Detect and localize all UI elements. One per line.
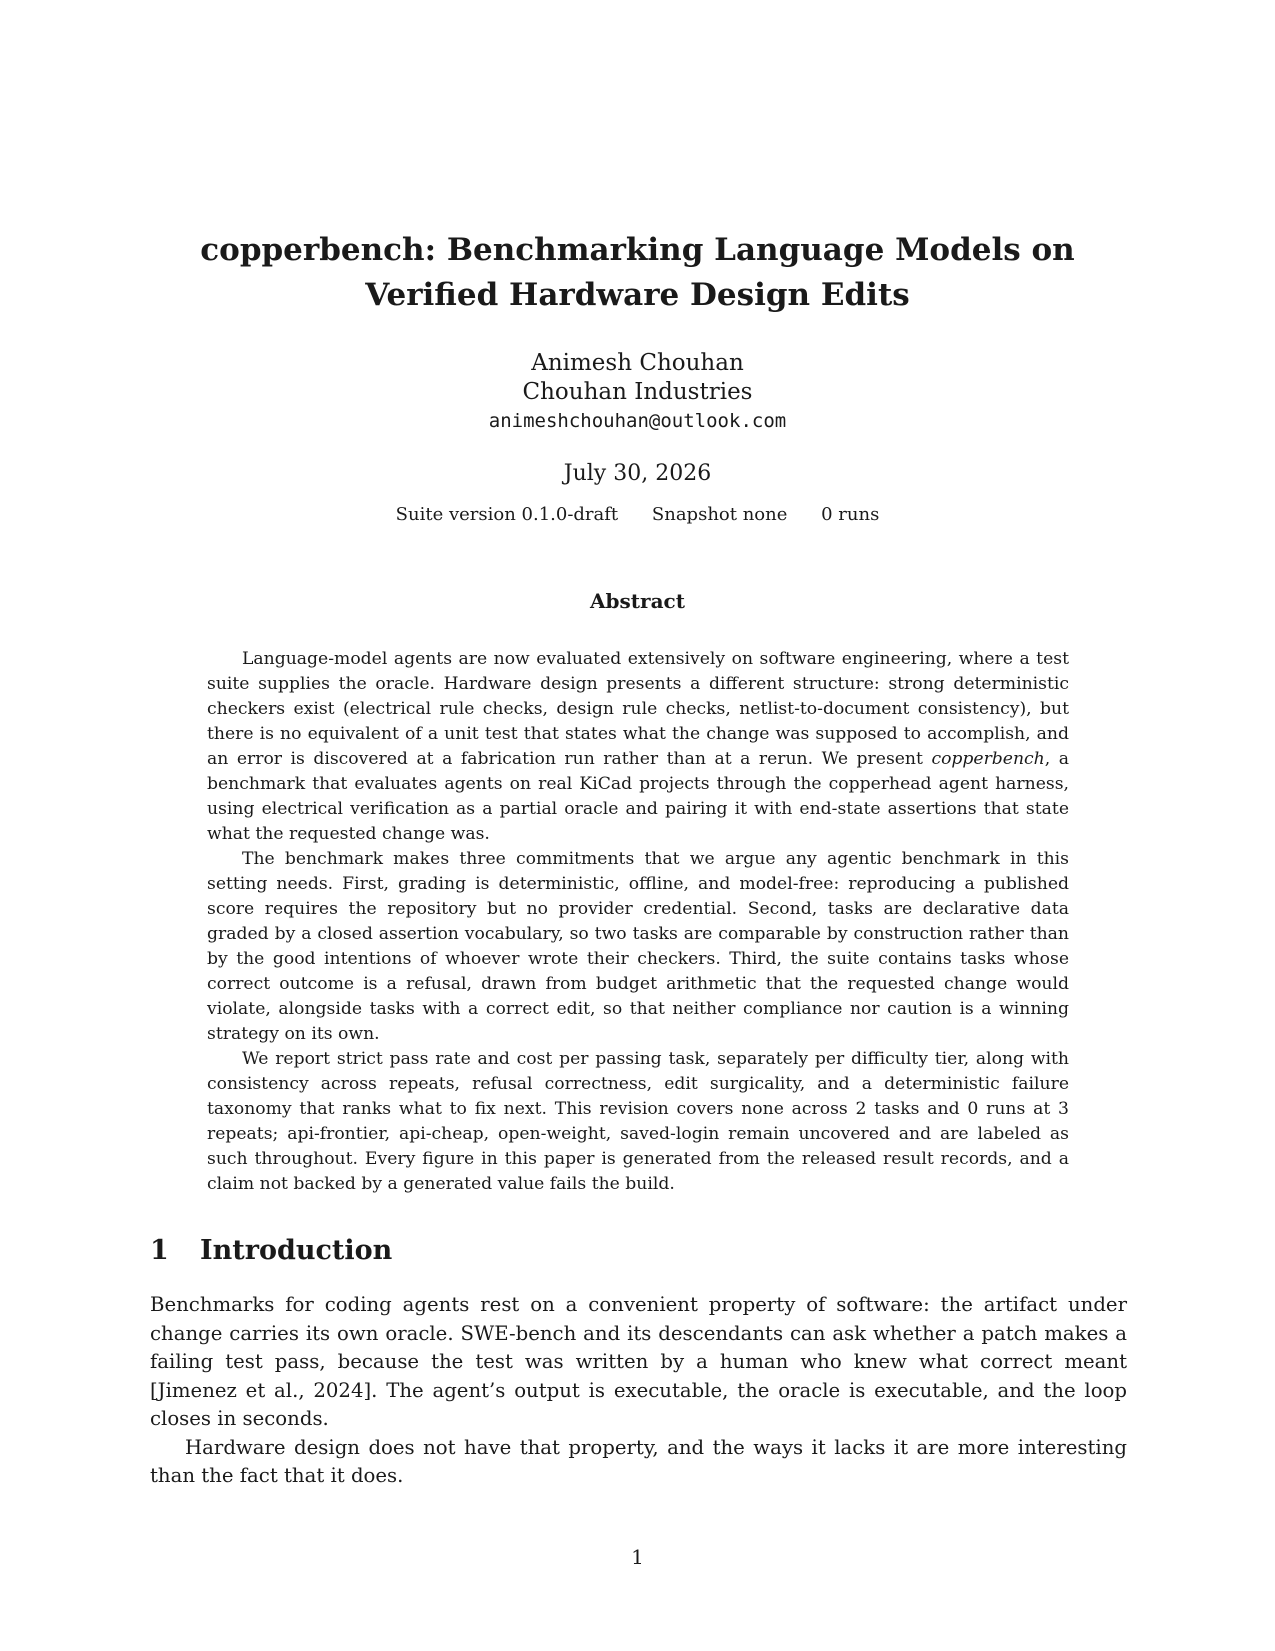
author-affiliation: Chouhan Industries: [522, 379, 753, 405]
author-block: [0, 349, 1275, 435]
author-email: animeshchouhan@outlook.com: [488, 410, 787, 432]
abstract-paragraph-2: The benchmark makes three commitments that we argue any agentic benchmark in this setting needs. First, grading is deterministic, offline, and model-free: reproducing a published score requires the repository but no provider credential. Second, tasks are declarative data graded by a closed assertion vocabulary, so two tasks are comparable by construction rather than by the good intentions of whoever wrote their checkers. Third, the suite contains tasks whose correct outcome is a refusal, drawn from budget arithmetic that the requested change would violate, alongside tasks with a correct edit, so that neither compliance nor caution is a winning strategy on its own.: [207, 849, 1069, 1044]
suite-version: Suite version 0.1.0-draft: [395, 504, 619, 525]
abstract-p1-text-a: Language-model agents are now evaluated extensively on software engineering, where a test suite supplies the oracle. Hardware design presents a different structure: strong deterministic checkers exist (electrical rule checks, design rule checks, netlist-to-document consistency), but there is no equivalent of a unit test that states what the change was supposed to accomplish, and an error is discovered at a fabrication run rather than at a rerun. We present: [207, 649, 1069, 769]
abstract-p1-text-b: , a benchmark that evaluates agents on real KiCad projects through the copperhead agent harness, using electrical verification as a partial oracle and pairing it with end-state assertions that state what the requested change was.: [207, 749, 1069, 844]
snapshot-label: Snapshot none: [651, 504, 788, 525]
section-heading-introduction: [150, 1234, 392, 1268]
benchmark-name-emphasis: copperbench: [931, 749, 1045, 769]
paper-date: July 30, 2026: [563, 461, 712, 486]
abstract-body: [207, 647, 1069, 1197]
intro-paragraph-2: Hardware design does not have that property, and the ways it lacks it are more interesting than the fact that it does.: [150, 1435, 1127, 1487]
title-line-2: Verified Hardware Design Edits: [365, 277, 910, 313]
page-number: 1: [631, 1545, 644, 1569]
title-line-1: copperbench: Benchmarking Language Models on: [200, 232, 1075, 268]
author-name: Animesh Chouhan: [531, 350, 744, 376]
section-title: Introduction: [200, 1235, 393, 1266]
introduction-body: [150, 1291, 1127, 1491]
suite-metadata: [0, 503, 1275, 527]
paper-title: [0, 228, 1275, 318]
abstract-heading: Abstract: [590, 589, 685, 613]
abstract-paragraph-3: We report strict pass rate and cost per passing task, separately per difficulty tier, along with consistency across repeats, refusal correctness, edit surgicality, and a deterministic failure taxonomy that ranks what to fix next. This revision covers none across 2 tasks and 0 runs at 3 repeats; api-frontier, api-cheap, open-weight, saved-login remain uncovered and are labeled as such throughout. Every figure in this paper is generated from the released result records, and a claim not backed by a generated value fails the build.: [207, 1049, 1069, 1194]
abstract-paragraph-1: [207, 647, 1069, 847]
section-number: 1: [150, 1235, 169, 1266]
intro-paragraph-1: Benchmarks for coding agents rest on a convenient property of software: the artifact under change carries its own oracle. SWE-bench and its descendants can ask whether a patch makes a failing test pass, because the test was written by a human who knew what correct meant [Jimenez et al., 2024]. The agent’s output is executable, the oracle is executable, and the loop closes in seconds.: [150, 1293, 1127, 1430]
runs-count: 0 runs: [821, 504, 880, 525]
